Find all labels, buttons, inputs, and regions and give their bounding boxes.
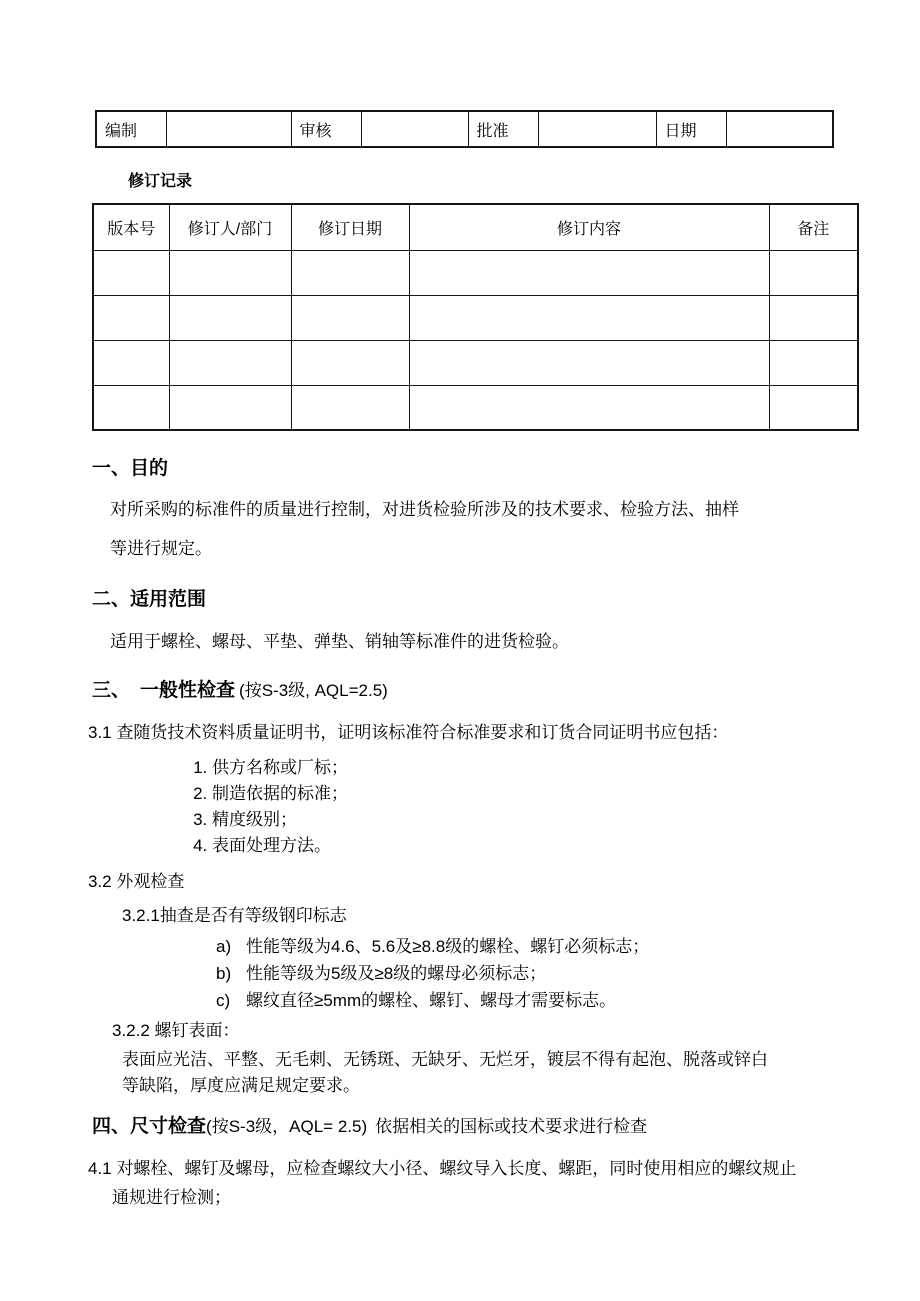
list-marker: c) [216,991,231,1011]
general-check-title: 一般性检查 [140,680,236,702]
revision-cell [769,250,858,295]
revision-cell [409,250,769,295]
clause-3-2-2: 3.2.2 螺钉表面： [112,1021,240,1041]
clause-3-2-1-list [216,933,920,1014]
revision-header-remark: 备注 [769,204,858,250]
list-text: 性能等级为4.6、5.6及≥8.8级的螺栓、螺钉必须标志； [246,937,650,957]
revision-cell [291,295,409,340]
revision-cell [409,385,769,430]
approval-value-approver [538,111,656,147]
general-check-number: 三、 [92,680,131,702]
clause-3-1-item: 1. 供方名称或厂标； [212,755,920,781]
dimension-check-title: 尺寸检查 [130,1115,207,1137]
revision-empty-row [93,250,858,295]
revision-cell [93,340,169,385]
revision-header-version: 版本号 [93,204,169,250]
scope-body: 适用于螺栓、螺母、平垫、弹垫、销轴等标准件的进货检验。 [110,632,569,651]
revision-cell [169,340,291,385]
list-text: 性能等级为5级及≥8级的螺母必须标志； [246,964,547,984]
revision-empty-row [93,385,858,430]
revision-cell [291,250,409,295]
dimension-check-number: 四、 [92,1115,131,1137]
approval-label-approver: 批准 [468,111,538,147]
revision-cell [169,385,291,430]
revision-cell [93,295,169,340]
clause-3-2-1-item [216,933,920,960]
general-check-note: (按S-3级, AQL=2.5) [239,681,388,701]
revision-cell [409,340,769,385]
approval-value-date [726,111,833,147]
revision-cell [93,385,169,430]
revision-record-title: 修订记录 [128,173,193,190]
approval-row [96,111,833,147]
revision-cell [291,340,409,385]
clause-3-1: 3.1 查随货技术资料质量证明书，证明该标准符合标准要求和订货合同证明书应包括： [88,723,729,743]
approval-value-compiler [166,111,291,147]
approval-table [95,110,834,148]
clause-3-1-item: 4. 表面处理方法。 [212,833,920,859]
revision-header-editor: 修订人/部门 [169,204,291,250]
dimension-check-note: (按S-3级，AQL= 2.5) [206,1116,368,1136]
list-marker: b) [216,964,232,984]
revision-cell [291,385,409,430]
section-heading-general-check [92,675,920,702]
revision-header-row [93,204,858,250]
clause-3-1-item: 3. 精度级别； [212,807,920,833]
list-marker: a) [216,937,232,957]
revision-header-content: 修订内容 [409,204,769,250]
clause-3-2: 3.2 外观检查 [88,871,185,891]
approval-label-reviewer: 审核 [291,111,361,147]
revision-table [92,203,859,431]
revision-cell [769,340,858,385]
revision-header-date: 修订日期 [291,204,409,250]
list-text: 螺纹直径≥5mm的螺栓、螺钉、螺母才需要标志。 [246,991,617,1011]
revision-cell [769,385,858,430]
approval-value-reviewer [361,111,468,147]
revision-empty-row [93,340,858,385]
purpose-body: 对所采购的标准件的质量进行控制，对进货检验所涉及的技术要求、检验方法、抽样等进行规定。 [110,500,739,558]
section-heading-scope: 二、适用范围 [92,589,207,610]
revision-cell [93,250,169,295]
clause-3-1-list [0,755,920,859]
section-heading-dimension-check [92,1111,920,1138]
approval-label-date: 日期 [656,111,726,147]
approval-label-compiler: 编制 [96,111,166,147]
clause-4-1: 4.1 对螺栓、螺钉及螺母，应检查螺纹大小径、螺纹导入长度、螺距，同时使用相应的螺纹规止通规进行检测； [88,1158,797,1207]
dimension-check-rest: 依据相关的国标或技术要求进行检查 [375,1116,648,1136]
revision-empty-row [93,295,858,340]
clause-3-2-1-item [216,987,920,1014]
clause-3-2-2-body: 表面应光洁、平整、无毛刺、无锈斑、无缺牙、无烂牙，镀层不得有起泡、脱落或锌白等缺陷，厚度应满足规定要求。 [122,1049,768,1095]
section-heading-purpose: 一、目的 [92,458,169,479]
clause-3-1-item: 2. 制造依据的标准； [212,781,920,807]
revision-cell [769,295,858,340]
clause-3-2-1: 3.2.1抽查是否有等级钢印标志 [122,906,347,926]
revision-cell [409,295,769,340]
clause-3-2-1-item [216,960,920,987]
revision-cell [169,295,291,340]
revision-cell [169,250,291,295]
